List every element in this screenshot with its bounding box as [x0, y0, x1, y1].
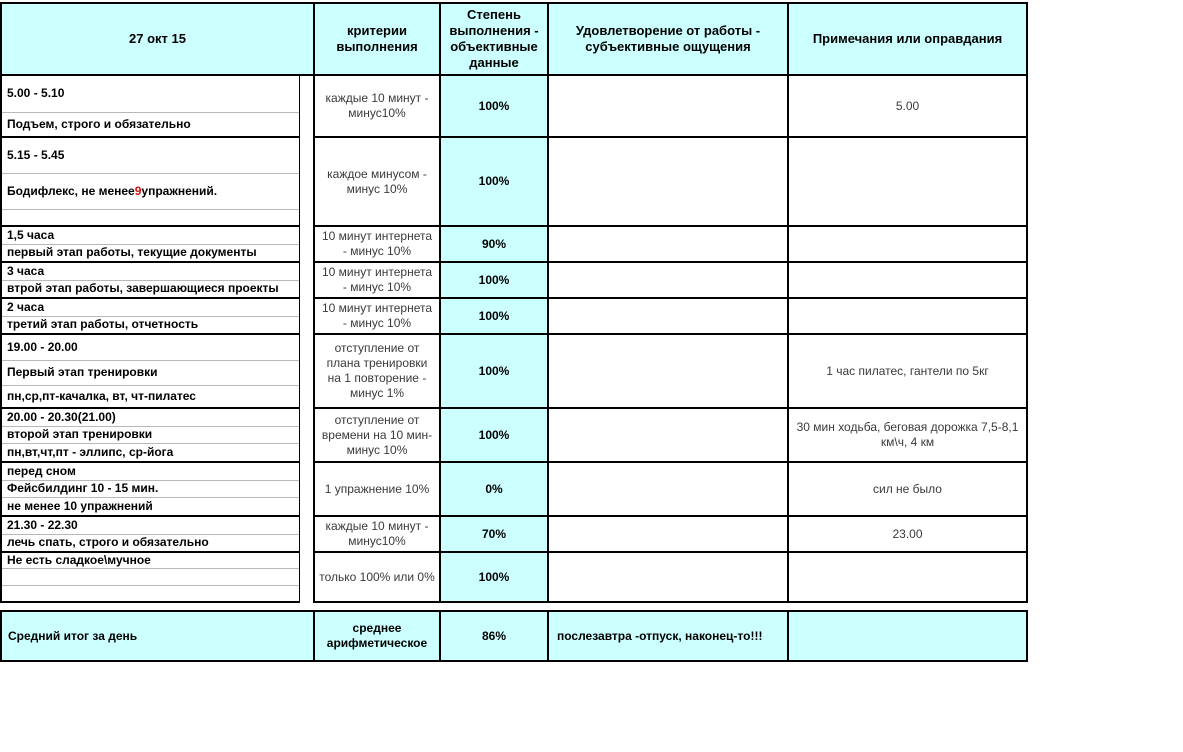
criteria-cell[interactable]: каждое минусом - минус 10% [313, 138, 439, 227]
table-row [0, 76, 1028, 138]
spacer-column [300, 553, 313, 603]
activity-cell[interactable] [0, 76, 300, 138]
criteria-label: критерии выполнения [336, 22, 418, 54]
note-cell[interactable]: 23.00 [787, 517, 1028, 553]
summary-note-cell[interactable] [787, 610, 1028, 662]
activity-cell[interactable] [0, 463, 300, 517]
criteria-cell[interactable]: отступление от плана тренировки на 1 повторение - минус 1% [313, 335, 439, 409]
note-cell[interactable] [787, 299, 1028, 335]
satisfaction-cell[interactable] [547, 227, 787, 263]
activity-line: втрой этап работы, завершающиеся проекты [7, 281, 279, 296]
table-row [0, 517, 1028, 553]
note-cell[interactable]: 30 мин ходьба, беговая дорожка 7,5-8,1 км\ч, 4 км [787, 409, 1028, 463]
degree-cell[interactable]: 100% [439, 553, 547, 603]
degree-label: Степень выполнения - объективные данные [449, 6, 539, 71]
degree-cell[interactable]: 0% [439, 463, 547, 517]
note-cell[interactable]: сил не было [787, 463, 1028, 517]
activity-line: третий этап работы, отчетность [7, 317, 199, 332]
activity-line: 21.30 - 22.30 [2, 517, 299, 535]
activity-line: Первый этап тренировки [2, 361, 299, 386]
degree-cell[interactable]: 100% [439, 138, 547, 227]
criteria-cell[interactable]: 10 минут интернета - минус 10% [313, 227, 439, 263]
note-cell[interactable] [787, 263, 1028, 299]
activity-line: лечь спать, строго и обязательно [7, 535, 209, 550]
table-row [0, 409, 1028, 463]
header-notes-cell[interactable] [787, 2, 1028, 76]
activity-line: 5.15 - 5.45 [2, 138, 299, 174]
activity-line: 5.00 - 5.10 [2, 76, 299, 113]
note-cell[interactable] [787, 227, 1028, 263]
spacer-column [300, 299, 313, 335]
activity-line [2, 569, 299, 585]
satisfaction-cell[interactable] [547, 553, 787, 603]
satisfaction-cell[interactable] [547, 263, 787, 299]
degree-cell[interactable]: 100% [439, 299, 547, 335]
satisfaction-cell[interactable] [547, 138, 787, 227]
degree-cell[interactable]: 100% [439, 76, 547, 138]
activity-cell[interactable] [0, 335, 300, 409]
activity-line: 19.00 - 20.00 [2, 335, 299, 361]
activity-line: 20.00 - 20.30(21.00) [2, 409, 299, 427]
spacer-column [300, 517, 313, 553]
note-cell[interactable] [787, 138, 1028, 227]
activity-line: Бодифлекс, не менее 9 упражнений. [2, 174, 299, 210]
activity-line: первый этап работы, текущие документы [7, 245, 257, 260]
spacer-column [300, 138, 313, 227]
criteria-cell[interactable]: 10 минут интернета - минус 10% [313, 263, 439, 299]
activity-line [2, 586, 299, 601]
criteria-cell[interactable]: только 100% или 0% [313, 553, 439, 603]
table-row [0, 463, 1028, 517]
activity-cell[interactable] [0, 263, 300, 299]
criteria-cell[interactable]: 1 упражнение 10% [313, 463, 439, 517]
summary-row [0, 610, 1028, 662]
tracking-table [0, 2, 1028, 662]
date-label: 27 окт 15 [129, 30, 186, 46]
header-date-cell[interactable] [0, 2, 313, 76]
satisfaction-cell[interactable] [547, 299, 787, 335]
activity-line: второй этап тренировки [2, 427, 299, 445]
degree-cell[interactable]: 100% [439, 335, 547, 409]
header-row [0, 2, 1028, 76]
activity-line: 2 часа [2, 299, 299, 317]
summary-satisfaction-cell[interactable]: послезавтра -отпуск, наконец-то!!! [547, 610, 787, 662]
summary-criteria-cell[interactable]: среднее арифметическое [313, 610, 439, 662]
activity-cell[interactable] [0, 227, 300, 263]
header-criteria-cell[interactable] [313, 2, 439, 76]
spacer-column [300, 335, 313, 409]
satisfaction-cell[interactable] [547, 335, 787, 409]
spacer-column [300, 227, 313, 263]
activity-line: пн,вт,чт,пт - эллипс, ср-йога [7, 445, 174, 460]
degree-cell[interactable]: 100% [439, 263, 547, 299]
notes-label: Примечания или оправдания [812, 30, 1003, 46]
degree-cell[interactable]: 90% [439, 227, 547, 263]
summary-label-cell[interactable]: Средний итог за день [0, 610, 313, 662]
table-row [0, 227, 1028, 263]
table-row [0, 335, 1028, 409]
table-row [0, 299, 1028, 335]
activity-cell[interactable] [0, 553, 300, 603]
satisfaction-cell[interactable] [547, 517, 787, 553]
satisfaction-cell[interactable] [547, 409, 787, 463]
criteria-cell[interactable]: каждые 10 минут - минус10% [313, 76, 439, 138]
criteria-cell[interactable]: отступление от времени на 10 мин- минус 10% [313, 409, 439, 463]
criteria-cell[interactable]: 10 минут интернета - минус 10% [313, 299, 439, 335]
satisfaction-cell[interactable] [547, 463, 787, 517]
spacer-column [300, 463, 313, 517]
note-cell[interactable]: 5.00 [787, 76, 1028, 138]
degree-cell[interactable]: 100% [439, 409, 547, 463]
activity-line: Не есть сладкое\мучное [2, 553, 299, 569]
note-cell[interactable]: 1 час пилатес, гантели по 5кг [787, 335, 1028, 409]
spacer-column [300, 76, 313, 138]
satisfaction-label: Удовлетворение от работы - субъективные ощущения [575, 22, 761, 54]
spacer-column [300, 409, 313, 463]
activity-line: 3 часа [2, 263, 299, 281]
header-degree-cell[interactable] [439, 2, 547, 76]
highlighted-number: 9 [134, 183, 142, 198]
activity-line: Фейсбилдинг 10 - 15 мин. [2, 481, 299, 499]
degree-cell[interactable]: 70% [439, 517, 547, 553]
activity-line: Подъем, строго и обязательно [7, 116, 191, 131]
spacer-column [300, 263, 313, 299]
satisfaction-cell[interactable] [547, 76, 787, 138]
activity-line [2, 210, 299, 225]
criteria-cell[interactable]: каждые 10 минут - минус10% [313, 517, 439, 553]
table-row [0, 138, 1028, 227]
activity-line: пн,ср,пт-качалка, вт, чт-пилатес [7, 388, 196, 403]
note-cell[interactable] [787, 553, 1028, 603]
activity-line: перед сном [2, 463, 299, 481]
activity-cell[interactable] [0, 409, 300, 463]
activity-line: не менее 10 упражнений [7, 499, 153, 514]
activity-cell[interactable] [0, 517, 300, 553]
activity-line: 1,5 часа [2, 227, 299, 245]
row-spacer [0, 603, 1028, 610]
table-row [0, 553, 1028, 603]
table-row [0, 263, 1028, 299]
activity-cell[interactable] [0, 299, 300, 335]
activity-cell[interactable] [0, 138, 300, 227]
summary-degree-cell[interactable]: 86% [439, 610, 547, 662]
header-satisfaction-cell[interactable] [547, 2, 787, 76]
